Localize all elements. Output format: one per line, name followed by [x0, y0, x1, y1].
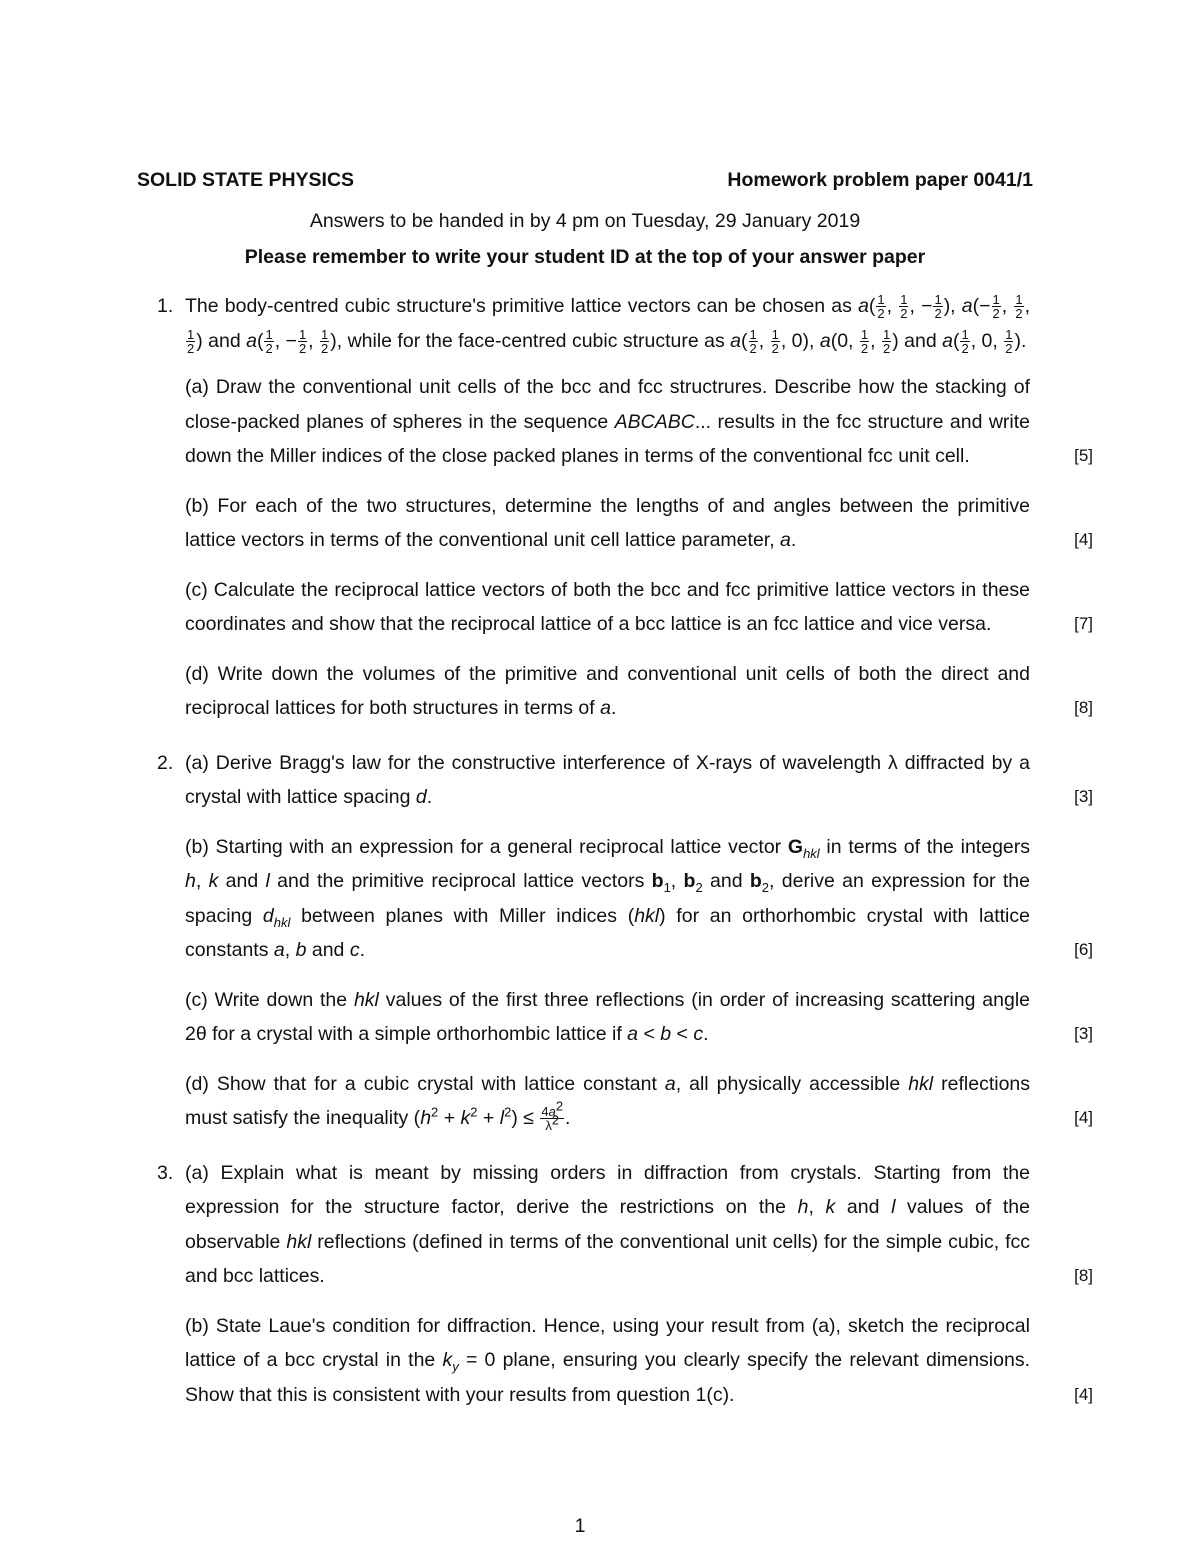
question-3 [137, 1156, 1093, 1413]
question-2a: (a) Derive Bragg's law for the constructive interference of X-rays of wavelength λ diffracted by a crystal with lattice spacing d. [3] [185, 746, 1030, 815]
page-header [137, 165, 1033, 195]
marks-badge: [5] [1074, 446, 1093, 465]
question-1c: (c) Calculate the reciprocal lattice vectors of both the bcc and fcc primitive lattice vectors in these coordinates and show that the reciprocal lattice of a bcc lattice is an fcc lattice and vice versa. [7] [185, 573, 1030, 642]
student-id-reminder: Please remember to write your student ID at the top of your answer paper [244, 246, 926, 268]
question-number: 3. [157, 1161, 174, 1184]
page-number: 1 [574, 1515, 586, 1537]
marks-badge: [3] [1074, 1024, 1093, 1043]
question-2c: (c) Write down the hkl values of the first three reflections (in order of increasing scattering angle 2θ for a crystal with a simple orthorhombic lattice if a < b < c. [3] [185, 983, 1030, 1052]
marks-badge: [7] [1074, 614, 1093, 633]
question-1a: (a) Draw the conventional unit cells of the bcc and fcc structrures. Describe how the stacking of close-packed planes of spheres in the sequence ABCABC... results in the fcc structure and write down the Miller indices of the close packed planes in terms of the conventional fcc unit cell. [5] [185, 370, 1030, 474]
questions-list [137, 289, 1093, 1412]
marks-badge: [8] [1074, 698, 1093, 717]
question-1 [137, 289, 1093, 726]
question-3a: (a) Explain what is meant by missing orders in diffraction from crystals. Starting from the expression for the structure factor, derive the restrictions on the h, k and l values of the observable hkl reflections (defined in terms of the conventional unit cells) for the simple cubic, fcc and bcc lattices. [8] [185, 1156, 1030, 1294]
marks-badge: [3] [1074, 787, 1093, 806]
question-2 [137, 746, 1093, 1136]
marks-badge: [4] [1074, 530, 1093, 549]
marks-badge: [4] [1074, 1108, 1093, 1127]
question-2b: (b) Starting with an expression for a general reciprocal lattice vector $G_{hkl}$ in terms of the integers h, k and l and the primitive reciprocal lattice vectors $b_1$, $b_2$ and $b_2$, derive an expression for the spacing $d_{hkl}$ between planes with Miller indices (hkl) for an orthorhombic crystal with lattice constants a, b and c. [6] [185, 830, 1030, 968]
course-title: SOLID STATE PHYSICS [137, 169, 355, 191]
question-2d: (d) Show that for a cubic crystal with lattice constant a, all physically accessible hkl reflections must satisfy the inequality $(h^2 + k^2 + l^2)$ ≤ $\frac{4a^2}{\lambda^2}$ . [4] [185, 1067, 1030, 1136]
question-1b: (b) For each of the two structures, determine the lengths of and angles between the primitive lattice vectors in terms of the conventional unit cell lattice parameter, a. [4] [185, 489, 1030, 558]
paper-title: Homework problem paper 0041/1 [727, 169, 1033, 191]
question-3b: (b) State Laue's condition for diffraction. Hence, using your result from (a), sketch the reciprocal lattice of a bcc crystal in the $k_y = 0$ plane, ensuring you clearly specify the relevant dimensions. Show that this is consistent with your results from question 1(c). [4] [185, 1309, 1030, 1413]
marks-badge: [6] [1074, 940, 1093, 959]
marks-badge: [4] [1074, 1384, 1093, 1404]
question-number: 1. [157, 295, 174, 317]
deadline-notice: Answers to be handed in by 4 pm on Tuesday, 29 January 2019 [309, 210, 861, 232]
question-1d: (d) Write down the volumes of the primitive and conventional unit cells of both the direct and reciprocal lattices for both structures in terms of a. [8] [185, 657, 1030, 726]
question-stem: The body-centred cubic structure's primitive lattice vectors can be chosen as a( $\frac{1}{2}$ , $\frac{1}{2}$ , − $\frac{1}{2}$ ), a(− $\frac{1}{2}$ , $\frac{1}{2}$ , $\frac{1}{2}$ ) and a( $\frac{1}{2}$ , − $\frac{1}{2}$ , $\frac{1}{2}$ ), while for the face-centred cubic structure as a( $\frac{1}{2}$ , $\frac{1}{2}$ , 0), a(0, $\frac{1}{2}$ , $\frac{1}{2}$ ) and a( $\frac{1}{2}$ , 0, $\frac{1}{2}$ ). [185, 292, 1030, 356]
question-number: 2. [157, 751, 174, 774]
marks-badge: [8] [1074, 1266, 1093, 1285]
